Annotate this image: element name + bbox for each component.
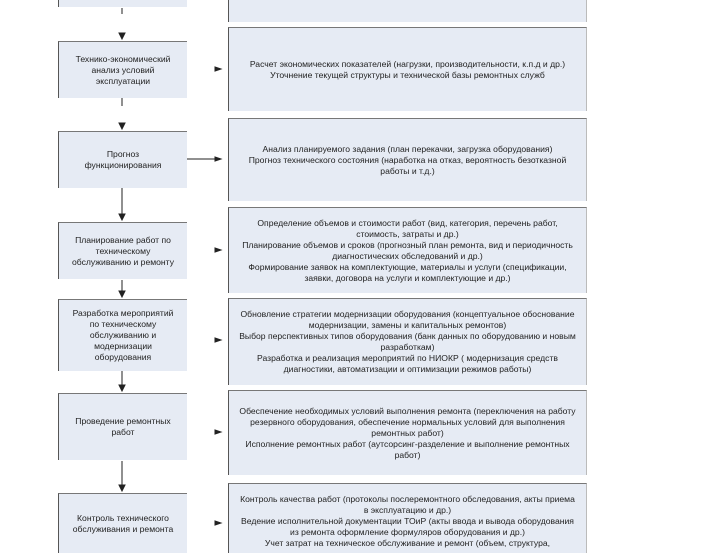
detail-text: Определение объемов и стоимости работ (вид, категория, перечень работ, стоимость, затраты и др.) Планирование объемов и сроков (прогнозный план ремонта, вид и периодичность диагностических обследований и др.) Формирование заявок на комплектующие, материалы и услуги (спецификации, заявки, договора на услуги и комплектующие и др.) [242,217,573,283]
stage-title: Прогноз функционирования [84,149,162,170]
arrow-right-icon [215,67,221,71]
stage-title: Разработка мероприятий по техническому обслуживанию и модернизации оборудования [72,308,174,362]
arrow-down-icon [119,214,125,220]
arrow-down-icon [119,123,125,129]
stage-title: Технико-экономический анализ условий эксплуатации [75,53,171,86]
arrow-down-icon [119,33,125,39]
stage-title: Контроль технического обслуживания и ремонта [72,512,174,534]
arrow-right-icon [215,157,221,161]
arrow-right-icon [215,248,221,252]
stage-title: Проведение ремонтных работ [75,416,171,437]
detail-text: Анализ планируемого задания (план перекачки, загрузка оборудования) Прогноз технического состояния (наработка на отказ, вероятность безотказной работы и т.д.) [248,143,567,176]
detail-text: Обеспечение необходимых условий выполнения ремонта (переключения на работу резервного оборудования, обеспечение нормальных условий для выполнения ремонтных работ) Исполнение ремонтных работ (аутсорсинг-разделение и выполнение ремонтных работ) [239,405,576,460]
detail-text: Расчет экономических показателей (нагрузки, производительности, к.п.д и др.) Уточнение текущей структуры и технической базы ремонтных служб [249,58,566,80]
stage-title: Планирование работ по техническому обслуживанию и ремонту [72,234,174,267]
arrow-right-icon [215,521,221,525]
detail-text: Обновление стратегии модернизации оборудования (концептуальное обоснование модернизации, замены и капитальных ремонтов) Выбор перспективных типов оборудования (банк данных по оборудованию и новым разработкам) Разработка и реализация мероприятий по НИОКР ( модернизация средств диагностики, автоматизации и оптимизации режимов работы) [239,309,576,374]
detail-text: Контроль качества работ (протоколы послеремонтного обследования, акты приема в эксплуатацию и др.) Ведение исполнительной документации ТОиР (акты ввода и вывода оборудования из ремонта оформление формуляров оборудования и др.) Учет затрат на техническое обслуживание и ремонт (объем, структура, [240,494,575,548]
arrow-down-icon [119,291,125,297]
arrow-right-icon [215,338,221,342]
arrow-down-icon [119,385,125,391]
arrow-down-icon [119,485,125,491]
arrow-right-icon [215,430,221,434]
